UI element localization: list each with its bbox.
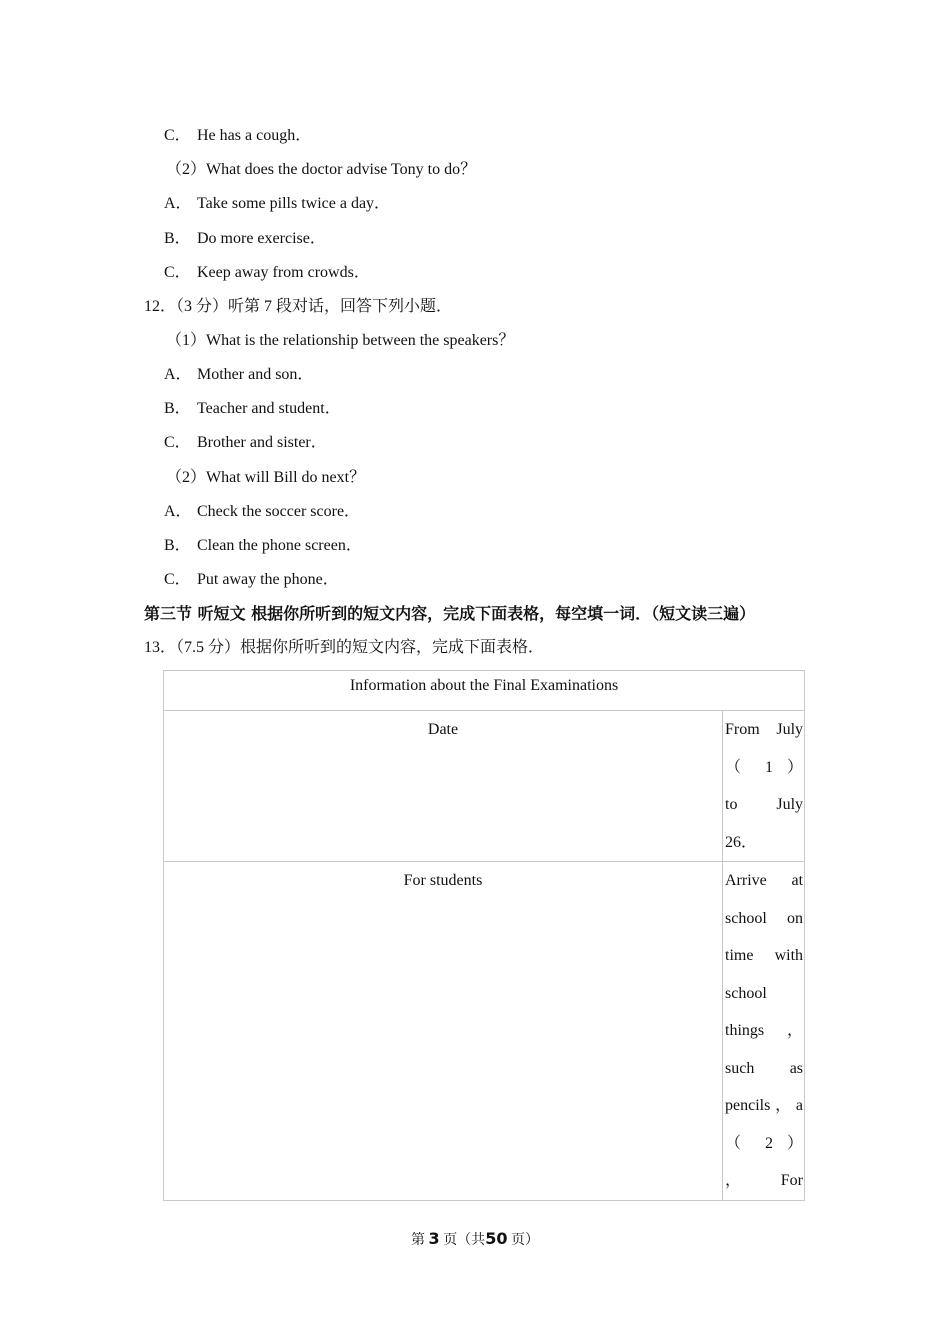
page-footer <box>0 1228 950 1252</box>
option-text: Put away the phone． <box>197 571 339 588</box>
option-letter: A． <box>164 366 192 383</box>
q11-option-c2 <box>164 263 370 283</box>
option-text: Check the soccer score． <box>197 503 361 520</box>
students-line: pencils，a <box>725 1097 804 1114</box>
date-line: From July <box>725 721 804 738</box>
total-page-number: 50 <box>485 1229 508 1248</box>
q12-option-a2 <box>164 502 360 522</box>
q12-subquestion-2: （2）What will Bill do next？ <box>166 469 366 486</box>
date-label-cell <box>164 711 723 862</box>
option-letter: C． <box>164 571 191 588</box>
students-label: For students <box>403 872 483 889</box>
q12-subquestion-1: （1）What is the relationship between the speakers？ <box>166 332 515 349</box>
q11-option-c1 <box>164 126 311 146</box>
table-header-row <box>164 671 805 711</box>
date-line: 26． <box>725 833 758 851</box>
students-label-cell <box>164 862 723 1201</box>
date-line: to July <box>725 796 804 813</box>
option-letter: C． <box>164 434 191 451</box>
q11-option-b2 <box>164 229 326 249</box>
option-letter: A． <box>164 195 192 212</box>
option-text: Take some pills twice a day． <box>197 195 391 212</box>
option-text: He has a cough． <box>197 127 312 144</box>
students-line: school <box>725 984 767 1002</box>
students-blank-2: （ 2 ） <box>725 1134 804 1152</box>
students-value-cell <box>723 862 805 1201</box>
students-line: ， For <box>725 1172 804 1189</box>
footer-middle: 页（共 <box>443 1233 486 1248</box>
section-3-title: 第三节 听短文 根据你所听到的短文内容，完成下面表格，每空填一词．（短文读三遍） <box>144 604 756 623</box>
q13-stem: 13．（7.5 分）根据你所听到的短文内容，完成下面表格． <box>144 639 545 656</box>
option-text: Teacher and student． <box>197 400 341 417</box>
date-label: Date <box>427 721 459 738</box>
option-text: Mother and son． <box>197 366 314 383</box>
table-title: Information about the Final Examinations <box>349 677 619 694</box>
students-line: school on <box>725 909 804 927</box>
table-header-cell <box>164 671 805 711</box>
date-value <box>725 711 803 861</box>
option-letter: B． <box>164 230 191 247</box>
q12-stem: 12．（3 分）听第 7 段对话，回答下列小题． <box>144 298 453 315</box>
option-text: Brother and sister． <box>197 434 327 451</box>
footer-suffix: 页） <box>510 1233 539 1248</box>
date-value-cell <box>723 711 805 862</box>
q12-option-c2 <box>164 570 339 590</box>
q12-option-b2 <box>164 536 362 556</box>
option-letter: C． <box>164 127 191 144</box>
q12-option-c1 <box>164 433 327 453</box>
table-row-date <box>164 711 805 862</box>
option-letter: B． <box>164 400 191 417</box>
students-line: things ， <box>725 1022 804 1039</box>
q12-option-a1 <box>164 365 313 385</box>
final-exam-info-table <box>163 670 805 1201</box>
option-text: Clean the phone screen． <box>197 537 362 554</box>
date-blank-1: （ 1 ） <box>725 758 804 776</box>
table-row-students <box>164 862 805 1201</box>
footer-prefix: 第 <box>411 1233 426 1248</box>
option-letter: C． <box>164 264 191 281</box>
option-letter: B． <box>164 537 191 554</box>
students-line: Arrive at <box>725 872 804 889</box>
q11-option-a2 <box>164 194 390 214</box>
students-line: such as <box>725 1059 804 1077</box>
current-page-number: 3 <box>428 1229 440 1248</box>
students-line: time with <box>725 947 804 964</box>
option-text: Keep away from crowds． <box>197 264 370 281</box>
q11-subquestion-2: （2）What does the doctor advise Tony to do？ <box>166 161 477 178</box>
option-letter: A． <box>164 503 192 520</box>
q12-option-b1 <box>164 399 341 419</box>
option-text: Do more exercise． <box>197 230 326 247</box>
students-value <box>725 862 803 1200</box>
